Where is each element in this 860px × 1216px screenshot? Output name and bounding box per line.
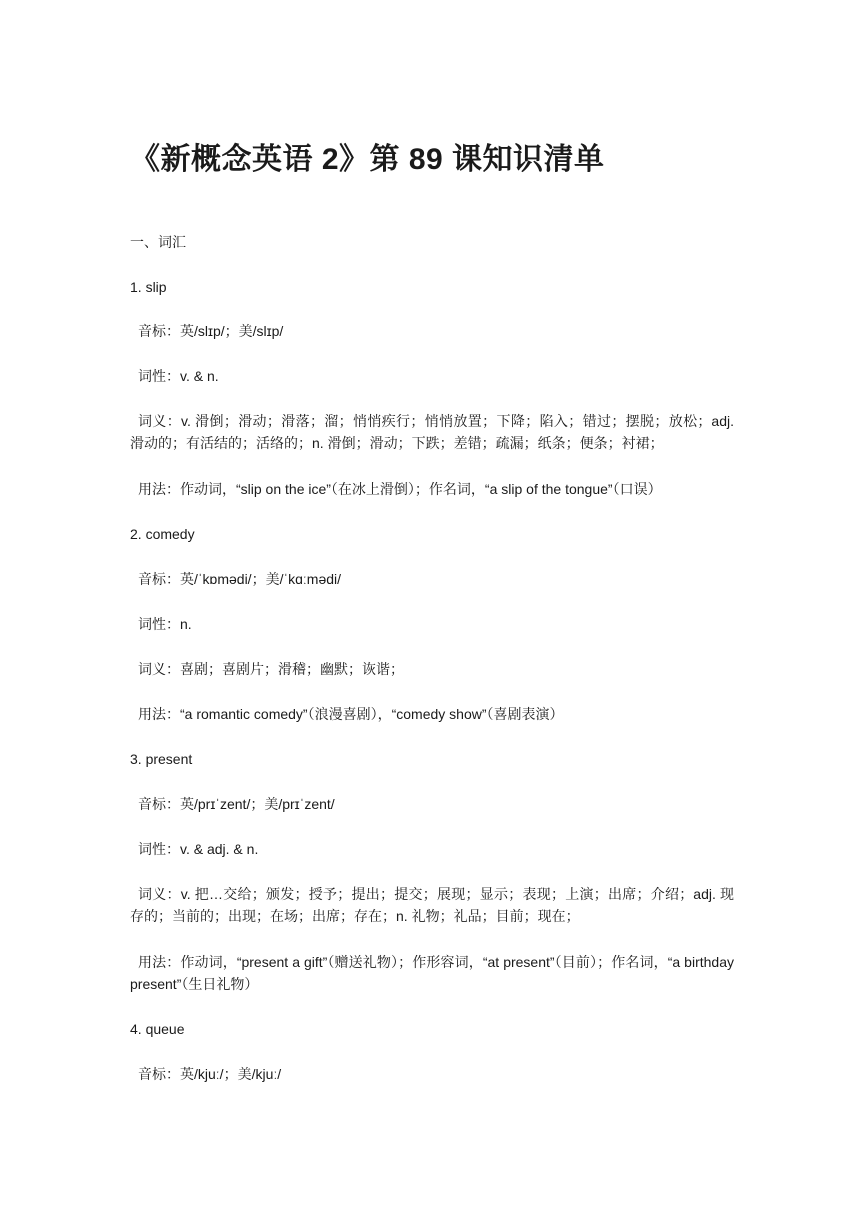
document-title: 《新概念英语 2》第 89 课知识清单	[130, 143, 605, 176]
entry-phonetic: 音标：英/kjuː/；美/kjuː/	[138, 1066, 282, 1082]
entry-heading: 2. comedy	[130, 526, 195, 542]
entry-heading: 3. present	[130, 751, 193, 767]
entry-pos: 词性：v. & adj. & n.	[138, 841, 259, 857]
entry-phonetic: 音标：英/prɪˈzent/；美/prɪˈzent/	[138, 796, 335, 812]
entry-usage: 用法：作动词，“slip on the ice”（在冰上滑倒）；作名词，“a slip of the tongue”（口误）	[138, 481, 662, 497]
entry-usage: 用法：“a romantic comedy”（浪漫喜剧），“comedy show”（喜剧表演）	[138, 706, 564, 722]
entry-pos: 词性：v. & n.	[138, 368, 219, 384]
entry-meaning: 词义：v. 把…交给；颁发；授予；提出；提交；展现；显示；表现；上演；出席；介绍；adj. 现存的；当前的；出现；在场；出席；存在；n. 礼物；礼品；目前；现在；	[130, 886, 734, 924]
entry-meaning: 词义：喜剧；喜剧片；滑稽；幽默；诙谐；	[138, 661, 404, 677]
entry-phonetic: 音标：英/ˈkɒmədi/；美/ˈkɑːmədi/	[138, 571, 342, 587]
entry-usage: 用法：作动词，“present a gift”（赠送礼物）；作形容词，“at present”（目前）；作名词，“a birthday present”（生日礼物）	[130, 954, 734, 992]
entry-meaning: 词义：v. 滑倒；滑动；滑落；溜；悄悄疾行；悄悄放置；下降；陷入；错过；摆脱；放松；adj. 滑动的；有活结的；活络的；n. 滑倒；滑动；下跌；差错；疏漏；纸条；便条；衬裙；	[130, 413, 734, 451]
entry-heading: 1. slip	[130, 279, 167, 295]
section-heading: 一、词汇	[130, 234, 186, 250]
entry-phonetic: 音标：英/slɪp/；美/slɪp/	[138, 323, 284, 339]
entry-pos: 词性：n.	[138, 616, 192, 632]
entry-heading: 4. queue	[130, 1021, 185, 1037]
